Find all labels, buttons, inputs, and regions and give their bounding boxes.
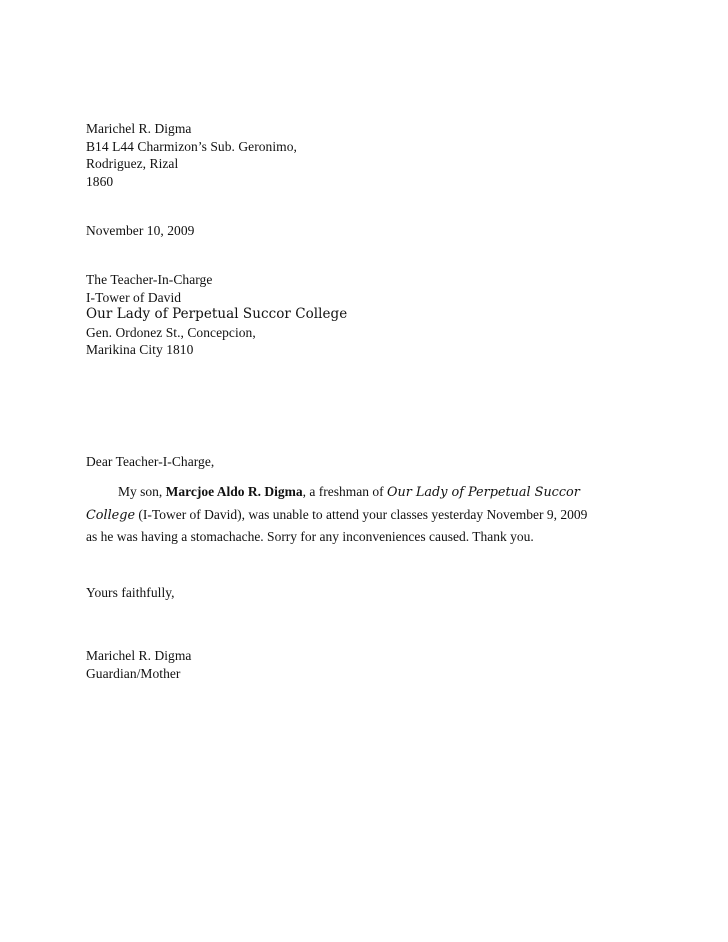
college-name-part1: Our Lady of Perpetual Succor (386, 485, 580, 500)
body-line-1 (86, 481, 686, 504)
signature-name: Marichel R. Digma (86, 648, 192, 663)
sender-address-line2: Rodriguez, Rizal (86, 156, 179, 171)
body-text-a: My son, (118, 484, 166, 499)
body-paragraph (86, 481, 686, 548)
date-block (86, 222, 686, 240)
body-text-c: (I-Tower of David), was unable to attend your classes yesterday November 9, 2009 (135, 506, 588, 522)
signature-block (86, 647, 686, 682)
college-name-part2: College (86, 507, 136, 523)
body-text-b: , a freshman of (302, 484, 387, 499)
salutation-block (86, 453, 686, 471)
sender-name: Marichel R. Digma (86, 121, 192, 136)
student-name: Marcjoe Aldo R. Digma (165, 484, 303, 499)
sender-address-block (86, 120, 686, 190)
signature-role: Guardian/Mother (86, 665, 181, 681)
recipient-school: Our Lady of Perpetual Succor College (86, 306, 348, 322)
letter-date: November 10, 2009 (86, 223, 195, 238)
body-line-2 (86, 504, 686, 527)
closing: Yours faithfully, (86, 585, 175, 600)
body-line-3: as he was having a stomachache. Sorry for any inconveniences caused. Thank you. (86, 529, 534, 544)
recipient-street: Gen. Ordonez St., Concepcion, (86, 324, 256, 340)
recipient-address-block (86, 271, 686, 359)
sender-postal-code: 1860 (86, 173, 114, 189)
sender-address-line1: B14 L44 Charmizon’s Sub. Geronimo, (86, 138, 297, 154)
recipient-department: I-Tower of David (86, 289, 182, 305)
recipient-city: Marikina City 1810 (86, 342, 194, 357)
recipient-title: The Teacher-In-Charge (86, 272, 213, 287)
salutation: Dear Teacher-I-Charge, (86, 454, 215, 469)
closing-block (86, 584, 686, 602)
